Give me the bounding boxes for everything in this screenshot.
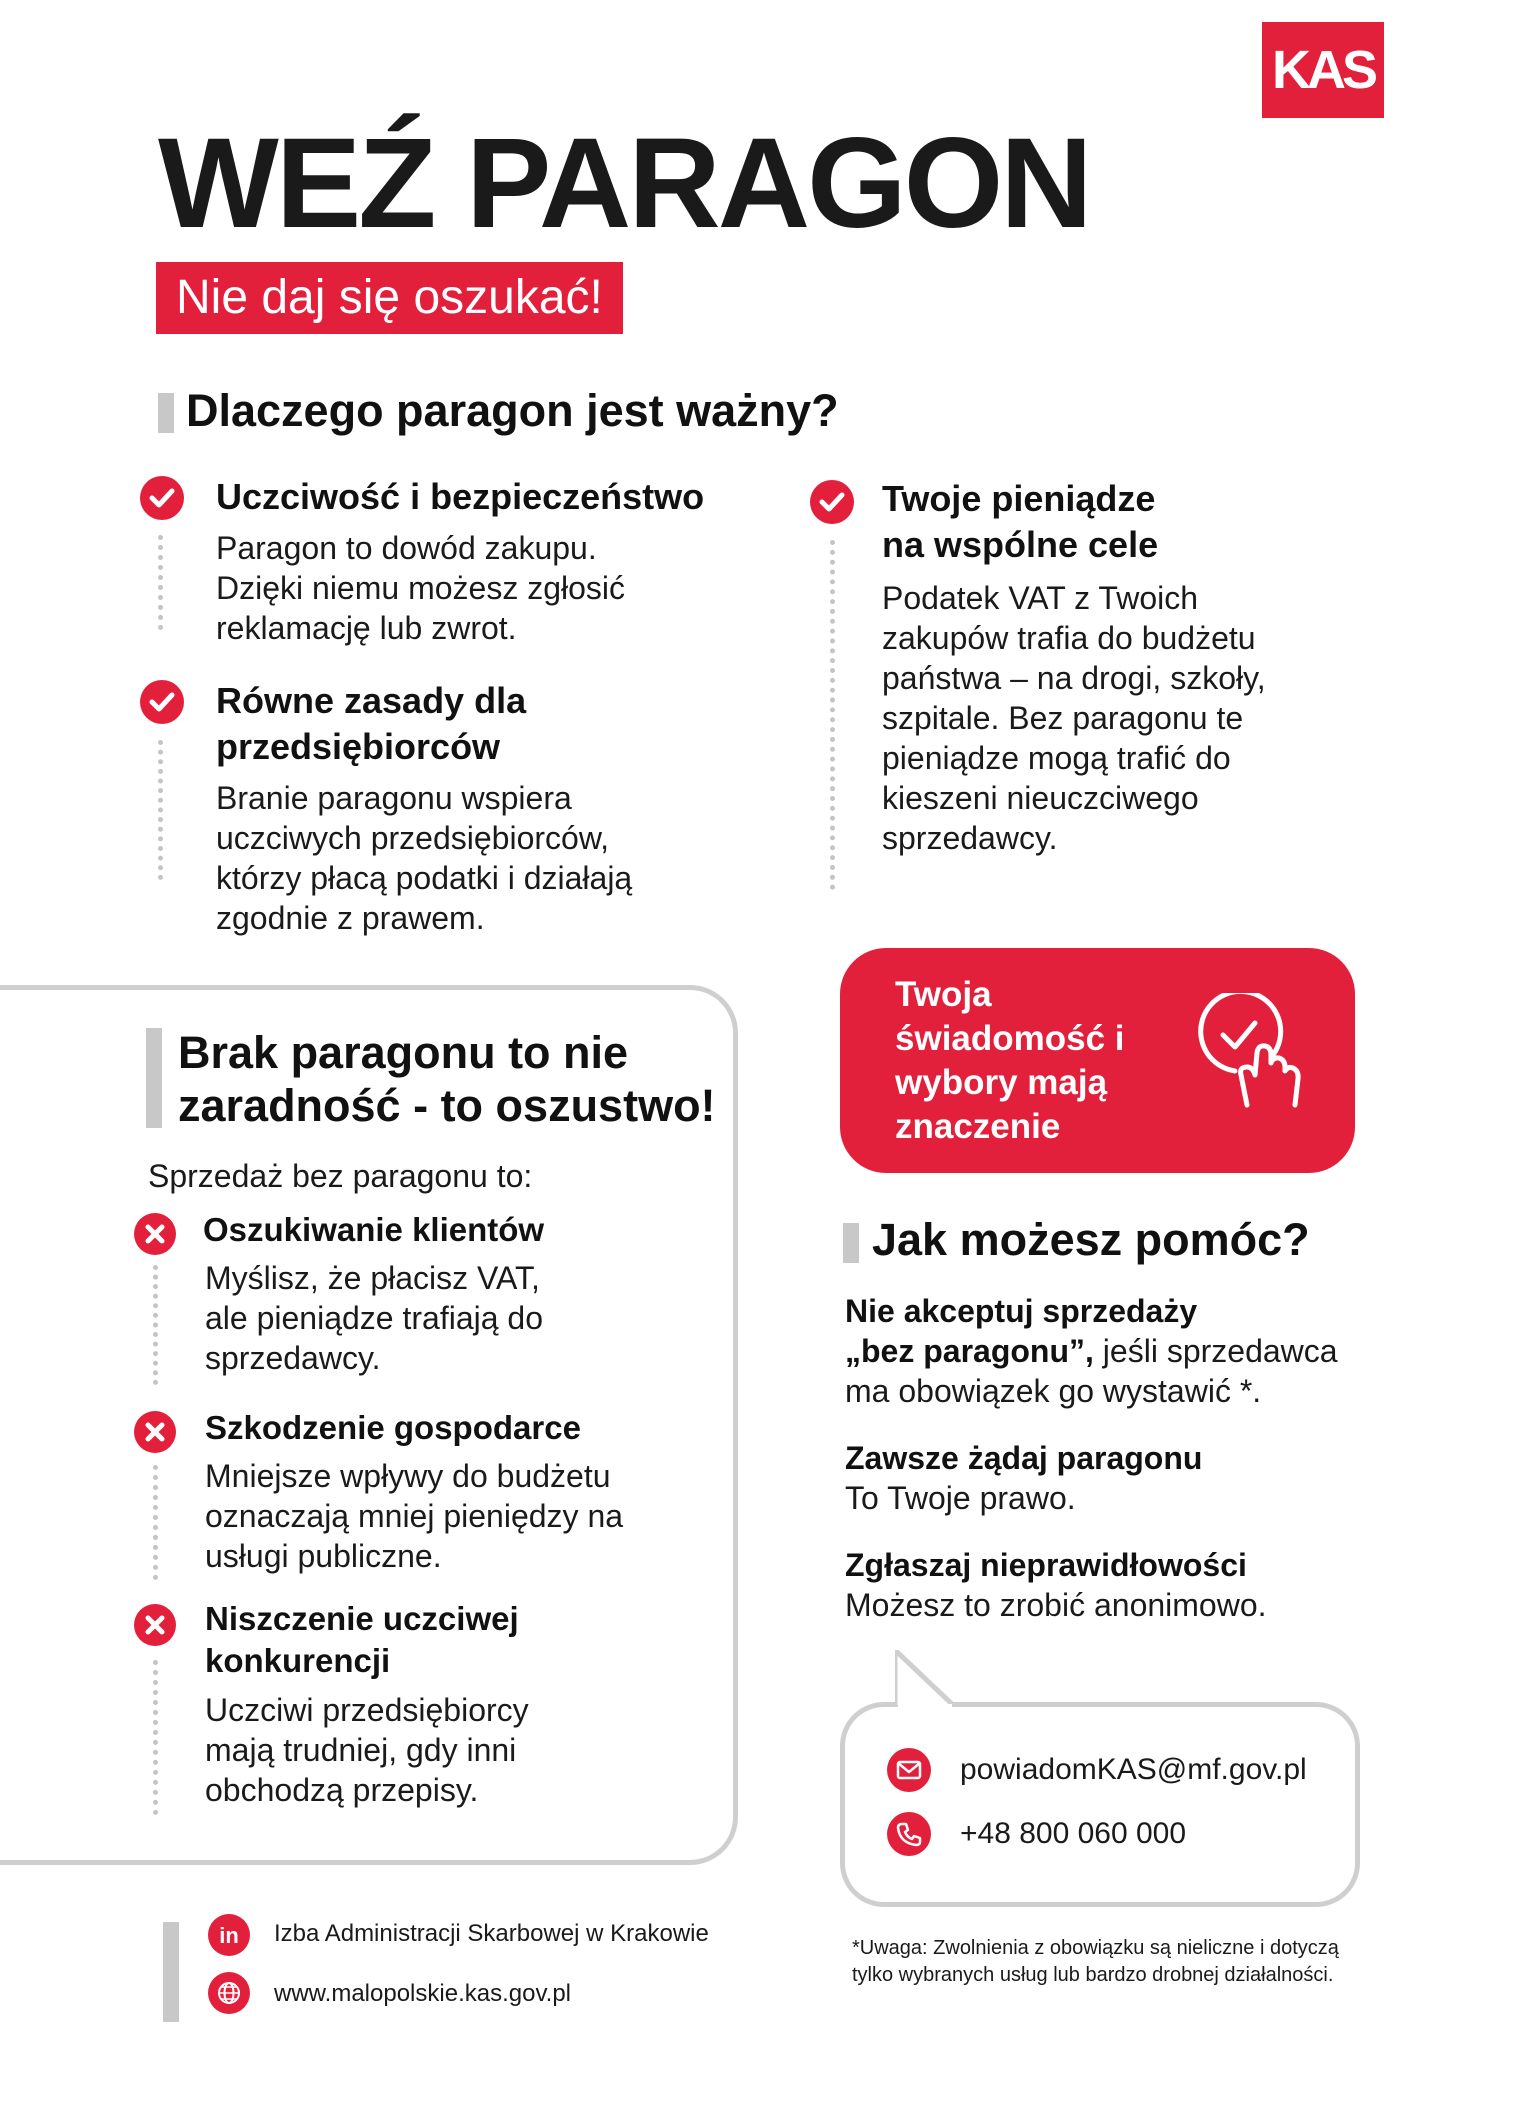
why-item-body: Branie paragonu wspiera uczciwych przedsiębiorców, którzy płacą podatki i działają zgodnie z prawem. [216,780,633,936]
help-item-1-bold: „bez paragonu”, [845,1333,1094,1369]
fraud-item-body: Uczciwi przedsiębiorcy mają trudniej, gdy inni obchodzą przepisy. [205,1692,529,1808]
x-icon [134,1604,176,1646]
subtitle-badge: Nie daj się oszukać! [156,262,623,334]
help-item-2-body: To Twoje prawo. [845,1480,1076,1516]
check-icon [140,680,184,724]
x-icon [134,1213,176,1255]
kas-logo: KAS [1262,22,1384,118]
page-title: WEŹ PARAGON [158,112,1090,255]
contact-bubble [840,1702,1360,1907]
dotted-line [153,1660,158,1815]
fraud-item-title: Szkodzenie gospodarce [205,1409,581,1446]
dotted-line [830,540,835,890]
awareness-text: Twoja świadomość i wybory mają znaczenie [895,975,1125,1146]
section-bar [146,1028,162,1128]
help-item-3-body: Możesz to zrobić anonimowo. [845,1587,1267,1623]
linkedin-icon[interactable] [208,1914,250,1956]
why-item-title: Uczciwość i bezpieczeństwo [216,476,705,517]
footnote: *Uwaga: Zwolnienia z obowiązku są nieliczne i dotyczą tylko wybranych usług lub bardzo drobnej działalności. [852,1937,1339,1986]
dotted-line [158,740,163,880]
check-icon [140,476,184,520]
fraud-item-body: Mniejsze wpływy do budżetu oznaczają mniej pieniędzy na usługi publiczne. [205,1458,624,1574]
section-bar [158,393,174,433]
mail-icon [887,1748,931,1792]
help-item-3-title: Zgłaszaj nieprawidłowości [845,1547,1247,1583]
dotted-line [153,1265,158,1385]
help-item-1 [845,1291,1365,1411]
fraud-item-title: Oszukiwanie klientów [203,1211,545,1248]
why-section-title: Dlaczego paragon jest ważny? [186,385,839,436]
fraud-section-title: Brak paragonu to nie zaradność - to oszustwo! [178,1027,716,1131]
dotted-line [153,1465,158,1580]
hand-check-icon [1195,993,1305,1113]
footer-website[interactable]: www.malopolskie.kas.gov.pl [274,1980,572,2007]
globe-icon [208,1972,250,2014]
svg-text:in: in [219,1923,239,1948]
why-item-body: Paragon to dowód zakupu. Dzięki niemu możesz zgłosić reklamację lub zwrot. [216,530,626,646]
phone-icon [887,1812,931,1856]
fraud-item-body: Myślisz, że płacisz VAT, ale pieniądze trafiają do sprzedawcy. [205,1260,544,1376]
contact-phone[interactable]: +48 800 060 000 [960,1817,1187,1850]
fraud-intro: Sprzedaż bez paragonu to: [148,1158,533,1194]
section-bar [843,1223,859,1263]
footer-bar [163,1922,179,2022]
why-item-body: Podatek VAT z Twoich zakupów trafia do budżetu państwa – na drogi, szkoły, szpitale. Bez paragonu te pieniądze mogą trafić do kieszeni nieuczciwego sprzedawcy. [882,580,1266,856]
help-section-title: Jak możesz pomóc? [872,1214,1310,1265]
check-icon [810,480,854,524]
help-item-1-rest: jeśli sprzedawca ma obowiązek go wystawić *. [845,1333,1338,1409]
why-item-title: Równe zasady dla przedsiębiorców [216,680,527,767]
help-item-1-title: Nie akceptuj sprzedaży [845,1293,1198,1329]
why-item-title: Twoje pieniądze na wspólne cele [882,478,1159,565]
fraud-item-title: Niszczenie uczciwej konkurencji [205,1600,519,1679]
bubble-tail [895,1650,955,1710]
help-item-2-title: Zawsze żądaj paragonu [845,1440,1203,1476]
footer-org: Izba Administracji Skarbowej w Krakowie [274,1920,709,1947]
x-icon [134,1411,176,1453]
dotted-line [158,535,163,630]
contact-email[interactable]: powiadomKAS@mf.gov.pl [960,1753,1307,1786]
